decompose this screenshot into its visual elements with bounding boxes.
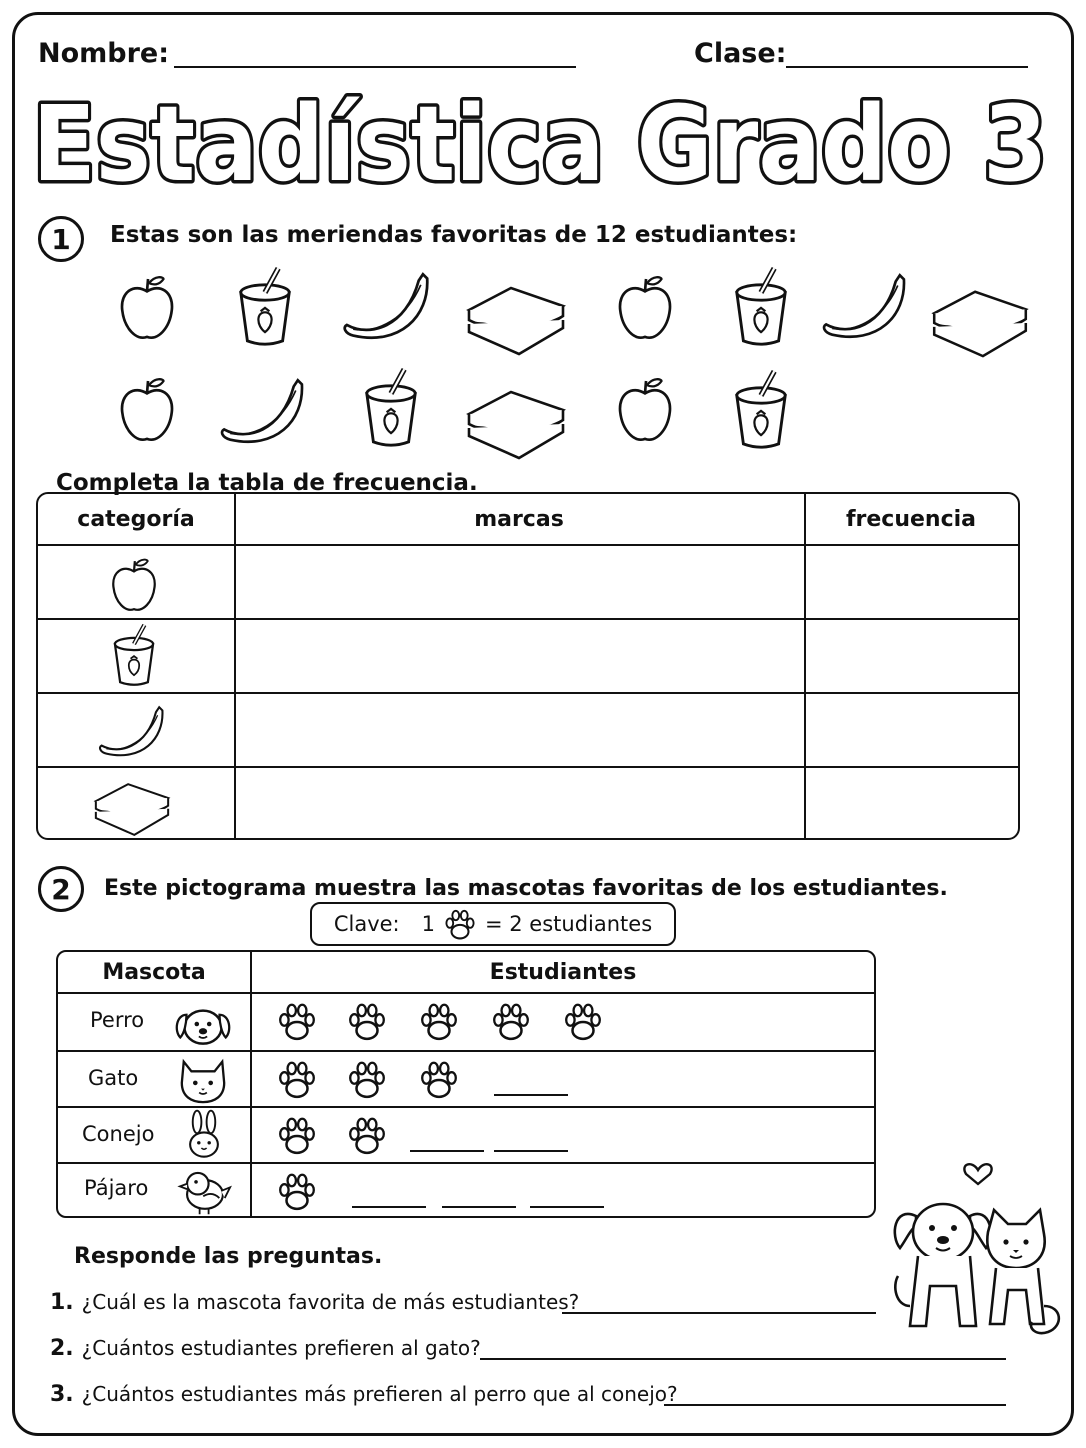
sandwich-icon bbox=[928, 284, 1032, 360]
answer-line-2[interactable] bbox=[480, 1358, 1006, 1360]
question-number-2: 2 bbox=[38, 866, 84, 912]
sandwich-icon bbox=[464, 384, 568, 462]
paw-icon bbox=[418, 1058, 460, 1100]
paw-icon bbox=[346, 1058, 388, 1100]
paw-icon bbox=[276, 1114, 318, 1156]
header-estudiantes: Estudiantes bbox=[489, 959, 637, 985]
answer-blank[interactable] bbox=[530, 1206, 604, 1208]
paw-icon bbox=[418, 1000, 460, 1042]
sandwich-icon bbox=[92, 778, 172, 838]
row-divider bbox=[58, 1050, 874, 1052]
questions-title: Responde las preguntas. bbox=[74, 1244, 383, 1269]
paw-icon bbox=[443, 907, 477, 941]
answer-blank[interactable] bbox=[352, 1206, 426, 1208]
frequency-table bbox=[36, 492, 1020, 840]
apple-icon bbox=[116, 272, 178, 346]
pet-label-pajaro: Pájaro bbox=[84, 1176, 149, 1200]
bird-icon bbox=[176, 1164, 234, 1216]
answer-line-1[interactable] bbox=[562, 1312, 876, 1314]
class-label: Clase: bbox=[694, 38, 787, 69]
question-number-1: 1 bbox=[38, 216, 84, 262]
banana-icon bbox=[98, 704, 166, 760]
banana-icon bbox=[822, 270, 908, 344]
paw-icon bbox=[276, 1170, 318, 1212]
marcas-cell-apple[interactable] bbox=[236, 546, 802, 616]
paw-icon bbox=[490, 1000, 532, 1042]
question-1-text: ¿Cuál es la mascota favorita de más estudiantes? bbox=[81, 1290, 580, 1314]
yogurt-icon bbox=[232, 266, 298, 352]
header-mascota: Mascota bbox=[102, 959, 206, 985]
apple-icon bbox=[614, 272, 676, 346]
pet-label-gato: Gato bbox=[88, 1066, 139, 1090]
answer-blank[interactable] bbox=[410, 1150, 484, 1152]
question-1 bbox=[50, 1290, 579, 1315]
frecuencia-cell-banana[interactable] bbox=[806, 694, 1016, 764]
question-2-number: 2. bbox=[50, 1336, 74, 1361]
apple-icon bbox=[116, 374, 178, 448]
pictogram-table bbox=[56, 950, 876, 1218]
header-marcas: marcas bbox=[474, 506, 564, 532]
name-label: Nombre: bbox=[38, 38, 170, 69]
question-3-number: 3. bbox=[50, 1382, 74, 1407]
answer-blank[interactable] bbox=[494, 1150, 568, 1152]
rabbit-icon bbox=[178, 1108, 230, 1162]
table-instruction: Completa la tabla de frecuencia. bbox=[56, 470, 478, 496]
key-label: Clave: bbox=[333, 912, 400, 936]
question-1-number: 1. bbox=[50, 1290, 74, 1315]
dog-icon bbox=[172, 998, 234, 1048]
question-3 bbox=[50, 1382, 678, 1407]
cat-icon bbox=[174, 1054, 232, 1106]
section2-prompt: Este pictograma muestra las mascotas favoritas de los estudiantes. bbox=[104, 876, 948, 901]
yogurt-icon bbox=[108, 624, 160, 690]
pictogram-key bbox=[310, 902, 676, 946]
answer-line-3[interactable] bbox=[664, 1404, 1006, 1406]
banana-icon bbox=[220, 374, 306, 450]
dog-and-cat-illustration bbox=[886, 1156, 1066, 1346]
page-title bbox=[25, 78, 1055, 205]
banana-icon bbox=[342, 270, 432, 344]
paw-icon bbox=[276, 1058, 318, 1100]
marcas-cell-sandwich[interactable] bbox=[236, 768, 802, 838]
yogurt-icon bbox=[728, 266, 794, 352]
header-categoria: categoría bbox=[77, 506, 195, 532]
row-divider bbox=[58, 992, 874, 994]
yogurt-icon bbox=[358, 366, 424, 454]
frecuencia-cell-yogurt[interactable] bbox=[806, 620, 1016, 690]
yogurt-icon bbox=[728, 368, 794, 456]
answer-blank[interactable] bbox=[442, 1206, 516, 1208]
key-count: 1 bbox=[421, 912, 435, 936]
sandwich-icon bbox=[464, 280, 568, 358]
question-3-text: ¿Cuántos estudiantes más prefieren al perro que al conejo? bbox=[81, 1382, 678, 1406]
key-value: = 2 estudiantes bbox=[485, 912, 653, 936]
frecuencia-cell-sandwich[interactable] bbox=[806, 768, 1016, 838]
pet-label-conejo: Conejo bbox=[82, 1122, 155, 1146]
paw-icon bbox=[276, 1000, 318, 1042]
question-2 bbox=[50, 1336, 481, 1361]
svg-text:Estadística Grado 3: Estadística Grado 3 bbox=[32, 83, 1048, 205]
paw-icon bbox=[346, 1000, 388, 1042]
frecuencia-cell-apple[interactable] bbox=[806, 546, 1016, 616]
name-field-line[interactable] bbox=[174, 66, 576, 68]
class-field-line[interactable] bbox=[786, 66, 1028, 68]
marcas-cell-yogurt[interactable] bbox=[236, 620, 802, 690]
question-2-text: ¿Cuántos estudiantes prefieren al gato? bbox=[81, 1336, 481, 1360]
paw-icon bbox=[346, 1114, 388, 1156]
apple-icon bbox=[614, 374, 676, 448]
pet-label-perro: Perro bbox=[90, 1008, 145, 1032]
section1-prompt: Estas son las meriendas favoritas de 12 estudiantes: bbox=[110, 222, 798, 248]
paw-icon bbox=[562, 1000, 604, 1042]
marcas-cell-banana[interactable] bbox=[236, 694, 802, 764]
answer-blank[interactable] bbox=[494, 1094, 568, 1096]
header-frecuencia: frecuencia bbox=[845, 506, 977, 532]
apple-icon bbox=[108, 556, 160, 616]
